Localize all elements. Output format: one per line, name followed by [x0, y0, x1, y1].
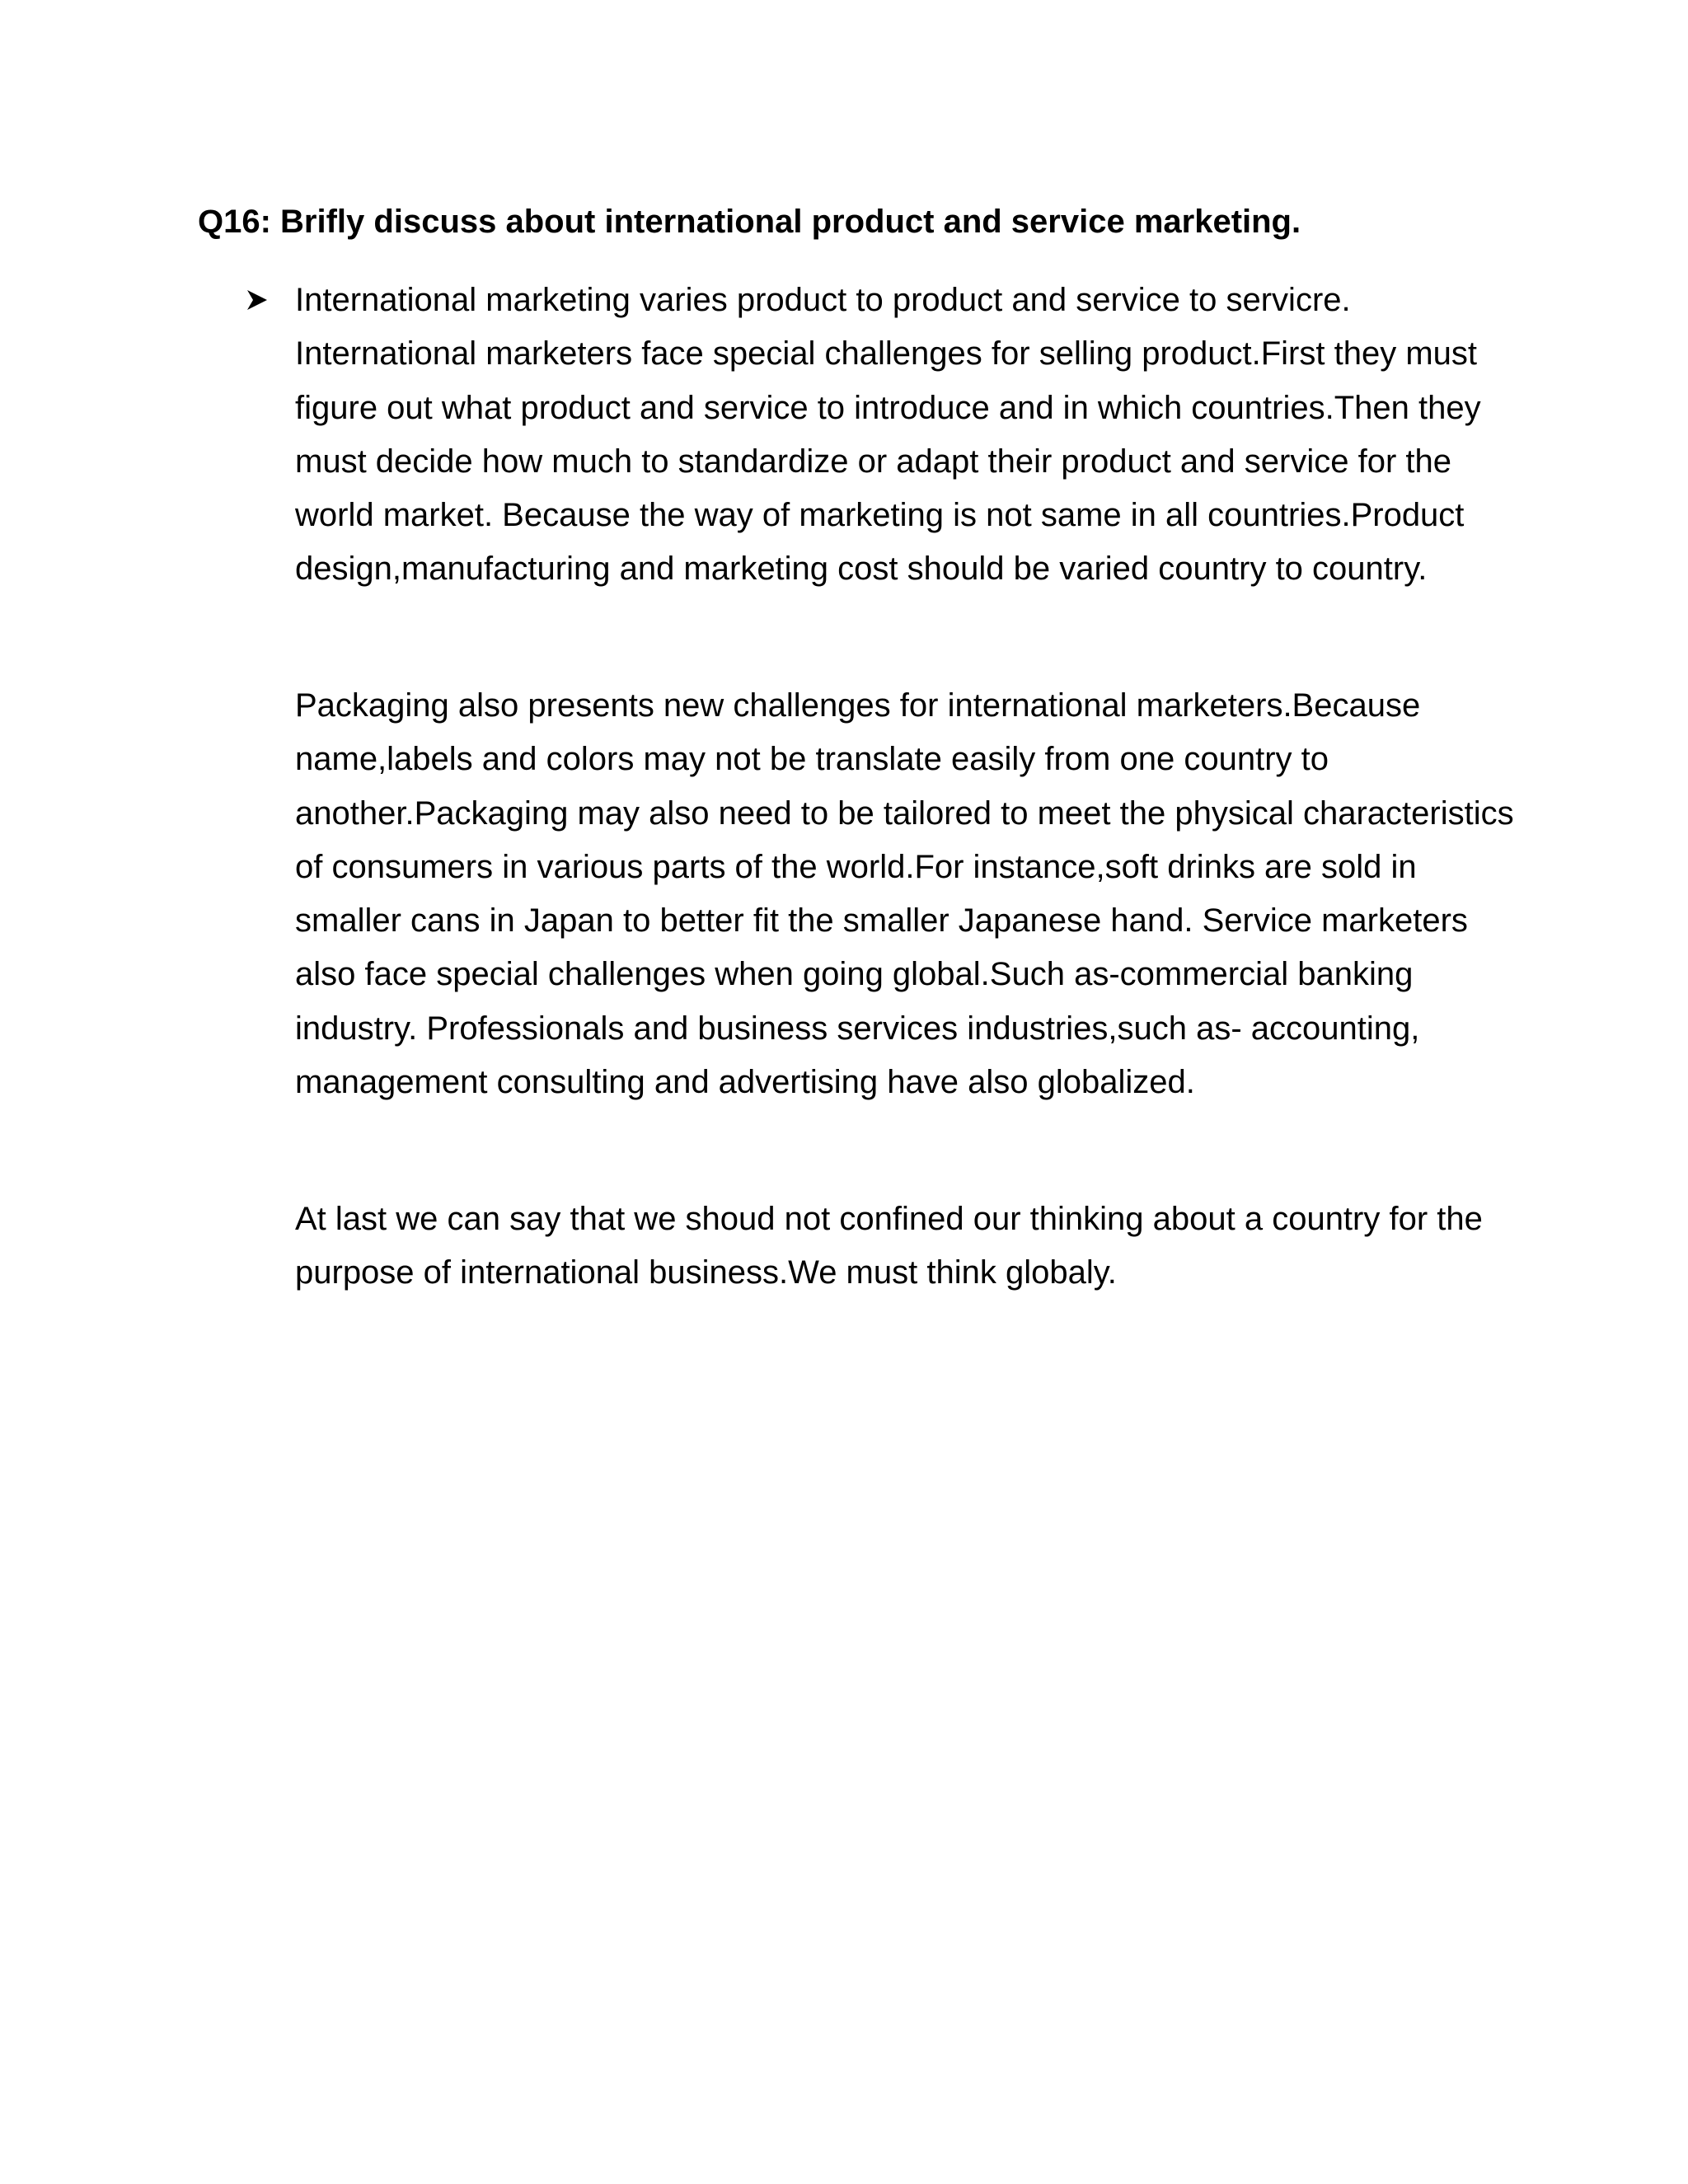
answer-paragraph-1: International marketing varies product to product and service to servicre. International marketers face special challenges for selling product.First they must figure out what product and service to introduce and in which countries.Then they must decide how much to standardize or adapt their product and service for the world market. Because the way of marketing is not same in all countries.Product design,manufacturing and marketing cost should be varied country to country. [295, 282, 1481, 588]
arrowhead-bullet-icon [246, 288, 269, 312]
answer-paragraph-3: At last we can say that we shoud not confined our thinking about a country for the purpose of international business.We must think globaly. [295, 1201, 1483, 1291]
question-heading: Q16: Brifly discuss about international product and service marketing. [198, 204, 1301, 240]
answer-paragraph-2: Packaging also presents new challenges for international marketers.Because name,labels and colors may not be translate easily from one country to another.Packaging may also need to be tailored to meet the physical characteristics of consumers in various parts of the world.For instance,soft drinks are sold in smaller cans in Japan to better fit the smaller Japanese hand. Service marketers also face special challenges when going global.Such as-commercial banking industry. Professionals and business services industries,such as- accounting, management consulting and advertising have also globalized. [295, 687, 1514, 1101]
